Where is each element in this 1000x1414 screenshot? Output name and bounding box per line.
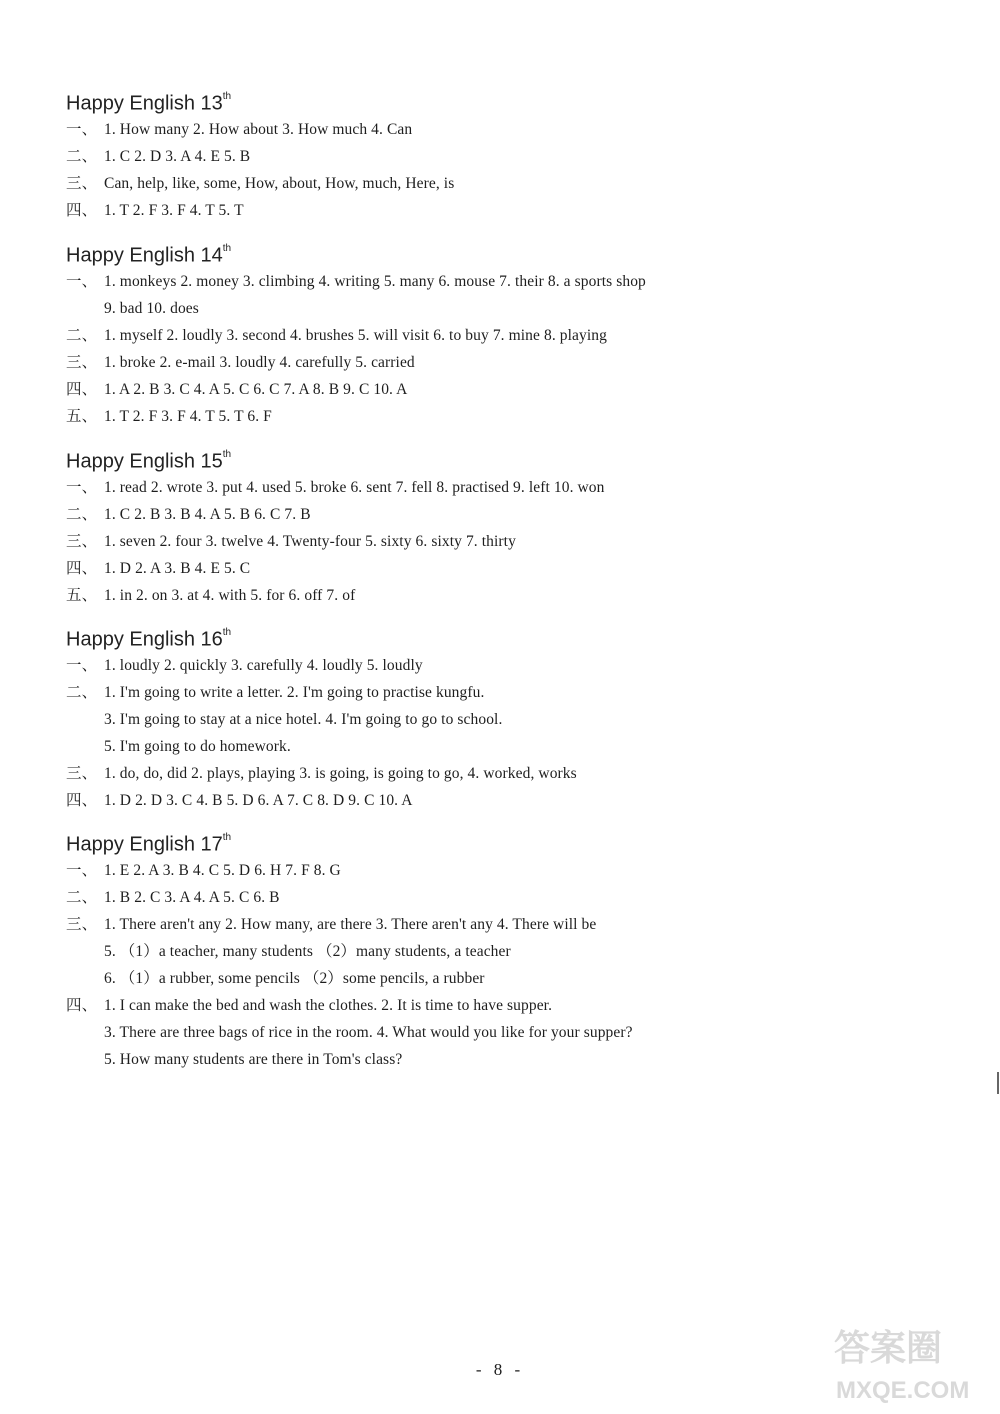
section-happy-english-17 — [66, 825, 633, 1073]
answer-line: 三、 1. There aren't any 2. How many, are there 3. There aren't any 4. There will be — [66, 916, 597, 933]
answer-line: 5. How many students are there in Tom's class? — [104, 1051, 403, 1068]
section-happy-english-13 — [66, 84, 454, 224]
answer-line: 二、 1. B 2. C 3. A 4. A 5. C 6. B — [66, 889, 280, 906]
section-title: Happy English 14th — [66, 243, 232, 267]
answer-line: 三、 1. do, do, did 2. plays, playing 3. is going, is going to go, 4. worked, works — [66, 765, 577, 782]
watermark-logo — [828, 1322, 988, 1408]
answer-line: 一、 1. loudly 2. quickly 3. carefully 4. loudly 5. loudly — [66, 657, 423, 674]
section-title: Happy English 15th — [66, 449, 232, 473]
answer-line: 四、 1. T 2. F 3. F 4. T 5. T — [66, 202, 244, 219]
answer-line: 五、 1. T 2. F 3. F 4. T 5. T 6. F — [66, 408, 272, 425]
answer-line: 一、 1. read 2. wrote 3. put 4. used 5. broke 6. sent 7. fell 8. practised 9. left 10. won — [66, 479, 605, 496]
answer-line: 3. There are three bags of rice in the room. 4. What would you like for your supper? — [104, 1024, 633, 1041]
answer-line: 9. bad 10. does — [104, 300, 199, 317]
section-title: Happy English 16th — [66, 627, 232, 651]
answer-line: 四、 1. D 2. A 3. B 4. E 5. C — [66, 560, 251, 577]
answer-line: 二、 1. myself 2. loudly 3. second 4. brushes 5. will visit 6. to buy 7. mine 8. playing — [66, 327, 607, 344]
section-title: Happy English 17th — [66, 832, 232, 856]
section-happy-english-16 — [66, 620, 577, 814]
section-happy-english-15 — [66, 442, 605, 609]
answer-line: 五、 1. in 2. on 3. at 4. with 5. for 6. off 7. of — [66, 587, 356, 604]
answer-line: 二、 1. C 2. B 3. B 4. A 5. B 6. C 7. B — [66, 506, 311, 523]
answer-line: 三、 1. broke 2. e-mail 3. loudly 4. carefully 5. carried — [66, 354, 415, 371]
answer-line: 6. （1）a rubber, some pencils （2）some pencils, a rubber — [104, 970, 485, 987]
answer-line: 一、 1. E 2. A 3. B 4. C 5. D 6. H 7. F 8. G — [66, 862, 341, 879]
answer-line: 四、 1. D 2. D 3. C 4. B 5. D 6. A 7. C 8. D 9. C 10. A — [66, 792, 413, 809]
answer-line: 四、 1. I can make the bed and wash the clothes. 2. It is time to have supper. — [66, 997, 553, 1014]
watermark-url: MXQE.COM — [836, 1377, 970, 1404]
watermark-title: 答案圈 — [834, 1327, 943, 1368]
section-happy-english-14 — [66, 236, 646, 430]
answer-line: 三、 1. seven 2. four 3. twelve 4. Twenty-four 5. sixty 6. sixty 7. thirty — [66, 533, 516, 550]
scan-mark — [997, 1072, 999, 1094]
answer-line: 四、 1. A 2. B 3. C 4. A 5. C 6. C 7. A 8. B 9. C 10. A — [66, 381, 408, 398]
answer-line: 三、 Can, help, like, some, How, about, How, much, Here, is — [66, 175, 455, 192]
answer-line: 3. I'm going to stay at a nice hotel. 4. I'm going to go to school. — [104, 711, 503, 728]
answer-line: 二、 1. C 2. D 3. A 4. E 5. B — [66, 148, 251, 165]
answer-line: 5. （1）a teacher, many students （2）many students, a teacher — [104, 943, 511, 960]
answer-line: 一、 1. monkeys 2. money 3. climbing 4. writing 5. many 6. mouse 7. their 8. a sports shop — [66, 273, 646, 290]
answer-line: 5. I'm going to do homework. — [104, 738, 291, 755]
page-number: - 8 - — [475, 1360, 525, 1379]
section-title: Happy English 13th — [66, 91, 232, 115]
answer-line: 二、 1. I'm going to write a letter. 2. I'm going to practise kungfu. — [66, 684, 485, 701]
answer-line: 一、 1. How many 2. How about 3. How much 4. Can — [66, 121, 413, 138]
